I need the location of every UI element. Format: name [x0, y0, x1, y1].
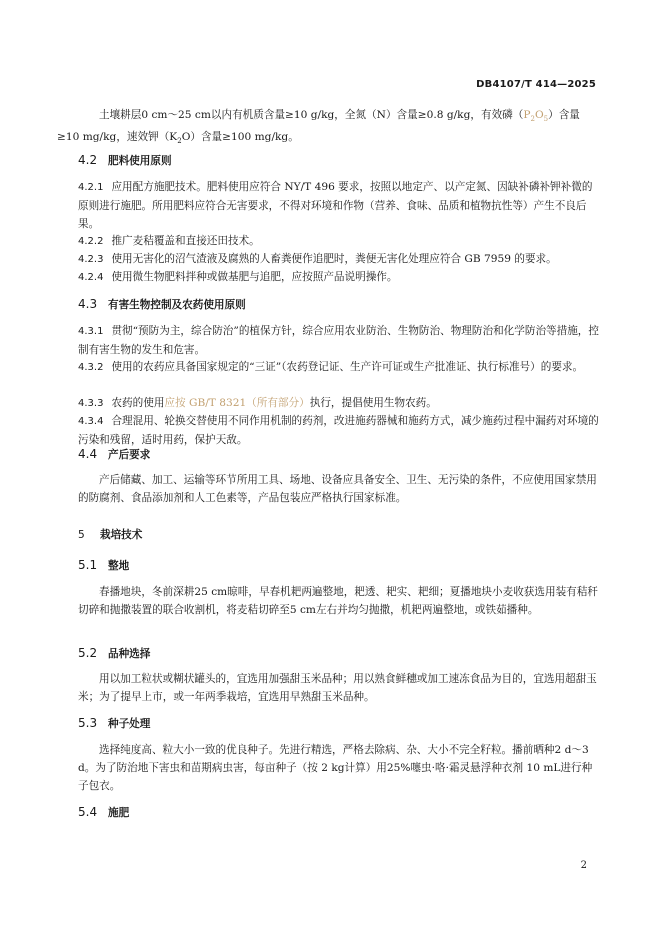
clause-4-3-3: 4.3.3 农药的使用应按 GB/T 8321（所有部分）执行，提倡使用生物农药。	[78, 397, 437, 409]
paragraph-5-1: 春播地块，冬前深耕25 cm晾啡，早春机耙两遍整地，耙透、耙实、耙细；夏播地块小麦收获选用装有秸秆切碎和抛撒装置的联合收割机，将麦秸切碎至5 cm左右并均匀抛撒，机耙两遍整地，或铁茹播种。	[78, 586, 598, 616]
clause-4-3-2: 4.3.2 使用的农药应具备国家规定的“三证”（农药登记证、生产许可证或生产批准证、执行标准号）的要求。	[78, 361, 584, 373]
clause-4-2-3: 4.2.3 使用无害化的沼气渣液及腐熟的人畜粪便作追肥时，粪便无害化处理应符合 GB 7959 的要求。	[78, 253, 557, 265]
clause-4-2-2: 4.2.2 推广麦秸覆盖和直接还田技术。	[78, 235, 260, 247]
page-number: 2	[580, 860, 587, 871]
section-heading-4-3: 4.3 有害生物控制及农药使用原则	[78, 297, 246, 311]
paragraph-5-3: 选择纯度高、粒大小一致的优良种子。先进行精选，严格去除病、杂、大小不完全籽粒。播前晒种2 d～3 d。为了防治地下害虫和苗期病虫害，每亩种子（按 2 kg计算）用25%噻虫·咯·霜灵悬浮种衣剂 10 mL进行种子包衣。	[78, 744, 593, 792]
paragraph-4-4: 产后储藏、加工、运输等环节所用工具、场地、设备应具备安全、卫生、无污染的条件，不应使用国家禁用的防腐剂、食品添加剂和人工色素等，产品包装应严格执行国家标准。	[78, 474, 597, 504]
paragraph-5-2: 用以加工粒状或糊状罐头的，宜选用加强甜玉米品种；用以熟食鲜穗或加工速冻食品为目的，宜选用超甜玉米；为了提早上市，或一年两季栽培，宜选用早熟甜玉米品种。	[78, 673, 597, 703]
chapter-heading-5: 5 栽培技术	[78, 529, 143, 541]
clause-4-2-1: 4.2.1 应用配方施肥技术。肥料使用应符合 NY/T 496 要求，按照以地定产、以产定氮、因缺补磷补钾补微的原则进行施肥。所用肥料应符合无害要求，不得对环境和作物（营养、食味、品质和植物抗性等）产生不良后果。	[78, 181, 593, 230]
intro-paragraph: 土壤耕层0 cm～25 cm以内有机质含量≥10 g/kg，全氮（N）含量≥0.8 g/kg，有效磷$(P_2O_5)$含量 ≥10 mg/kg，速效钾$(K_2O)$含量≥100 mg/kg。	[57, 109, 580, 146]
section-heading-4-4: 4.4 产后要求	[78, 447, 151, 461]
section-heading-5-3: 5.3 种子处理	[78, 716, 151, 730]
document-id: DB4107/T 414—2025	[476, 79, 596, 90]
clause-4-3-4: 4.3.4 合理混用、轮换交替使用不同作用机制的药剂，改进施药器械和施药方式，减少施药过程中漏药对环境的污染和残留，适时用药，保护天敌。	[78, 415, 599, 446]
section-heading-5-2: 5.2 品种选择	[78, 646, 151, 660]
section-heading-5-4: 5.4 施肥	[78, 805, 130, 819]
clause-4-3-1: 4.3.1 贯彻“预防为主，综合防治”的植保方针，综合应用农业防治、生物防治、物理防治和化学防治等措施，控制有害生物的发生和危害。	[78, 325, 599, 356]
clause-4-2-4: 4.2.4 使用微生物肥料拌种或做基肥与追肥，应按照产品说明操作。	[78, 271, 398, 283]
section-heading-5-1: 5.1 整地	[78, 558, 130, 572]
section-heading-4-2: 4.2 肥料使用原则	[78, 153, 172, 167]
